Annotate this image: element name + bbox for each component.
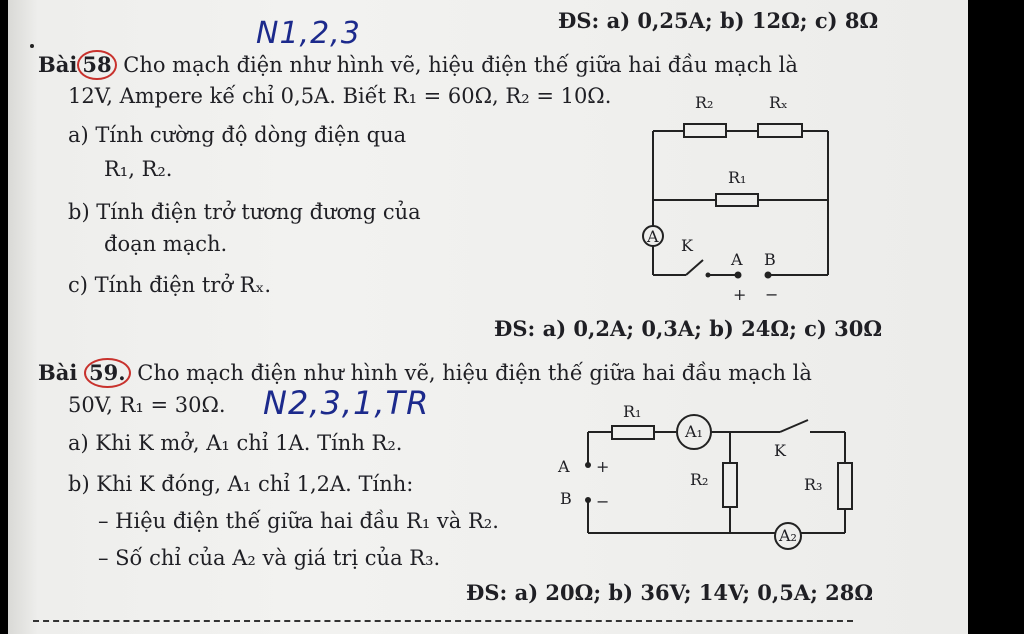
- circuit-58-label-r2: R₂: [695, 93, 714, 112]
- answer-previous: ĐS: a) 0,25A; b) 12Ω; c) 8Ω: [558, 8, 879, 33]
- problem-58-question-a1: a) Tính cường độ dòng điện qua: [68, 123, 407, 147]
- problem-59-question-b: b) Khi K đóng, A₁ chỉ 1,2A. Tính:: [68, 472, 414, 496]
- circuit-58-ammeter: A: [647, 227, 659, 246]
- problem-58-question-b2: đoạn mạch.: [104, 232, 228, 256]
- handwritten-note-58: N1,2,3: [256, 16, 361, 51]
- problem-58-question-a2: R₁, R₂.: [104, 157, 173, 181]
- circuit-58: [608, 85, 858, 305]
- problem-58-line2: 12V, Ampere kế chỉ 0,5A. Biết R₁ = 60Ω, R₂ = 10Ω.: [68, 84, 612, 108]
- problem-58-question-c: c) Tính điện trở Rₓ.: [68, 273, 272, 297]
- problem-59-question-b1: – Hiệu điện thế giữa hai đầu R₁ và R₂.: [98, 509, 499, 533]
- circuit-59-label-r3: R₃: [804, 475, 823, 494]
- problem-58-number: 58: [77, 50, 116, 80]
- circuit-59-plus: +: [596, 457, 610, 476]
- circuit-58-terminal-b: B: [764, 250, 776, 269]
- problem-58-answer: ĐS: a) 0,2A; 0,3A; b) 24Ω; c) 30Ω: [494, 316, 883, 341]
- circuit-59-terminal-b: B: [560, 489, 572, 508]
- circuit-58-switch-k: K: [681, 236, 693, 255]
- circuit-59-ammeter-a1: A₁: [685, 422, 703, 441]
- problem-59-question-a: a) Khi K mở, A₁ chỉ 1A. Tính R₂.: [68, 431, 403, 455]
- circuit-59-switch-k: K: [774, 441, 786, 460]
- problem-59-question-b2: – Số chỉ của A₂ và giá trị của R₃.: [98, 546, 441, 570]
- bullet-dot: [30, 44, 34, 48]
- circuit-59-minus: −: [596, 492, 610, 511]
- circuit-59: [548, 390, 868, 560]
- circuit-58-terminal-a: A: [731, 250, 743, 269]
- textbook-page: [8, 0, 968, 634]
- handwritten-note-59: N2,3,1,TR: [263, 384, 430, 422]
- problem-58-question-b1: b) Tính điện trở tương đương của: [68, 200, 421, 224]
- circuit-58-label-rx: Rₓ: [769, 93, 788, 112]
- circuit-59-ammeter-a2: A₂: [779, 526, 797, 545]
- cut-off-next-line: [33, 620, 853, 622]
- circuit-58-label-r1: R₁: [728, 168, 747, 187]
- problem-59-line2: 50V, R₁ = 30Ω.: [68, 393, 226, 417]
- circuit-59-label-r1: R₁: [623, 402, 642, 421]
- problem-58-line1: Bài 58 Cho mạch điện như hình vẽ, hiệu điện thế giữa hai đầu mạch là: [38, 50, 798, 80]
- circuit-58-plus: +: [733, 285, 747, 304]
- problem-59-line1: Bài 59. Cho mạch điện như hình vẽ, hiệu điện thế giữa hai đầu mạch là: [38, 358, 812, 388]
- problem-59-number: 59.: [84, 358, 131, 388]
- circuit-59-label-r2: R₂: [690, 470, 709, 489]
- problem-59-answer: ĐS: a) 20Ω; b) 36V; 14V; 0,5A; 28Ω: [466, 580, 874, 605]
- circuit-58-minus: −: [765, 285, 779, 304]
- circuit-59-terminal-a: A: [558, 457, 570, 476]
